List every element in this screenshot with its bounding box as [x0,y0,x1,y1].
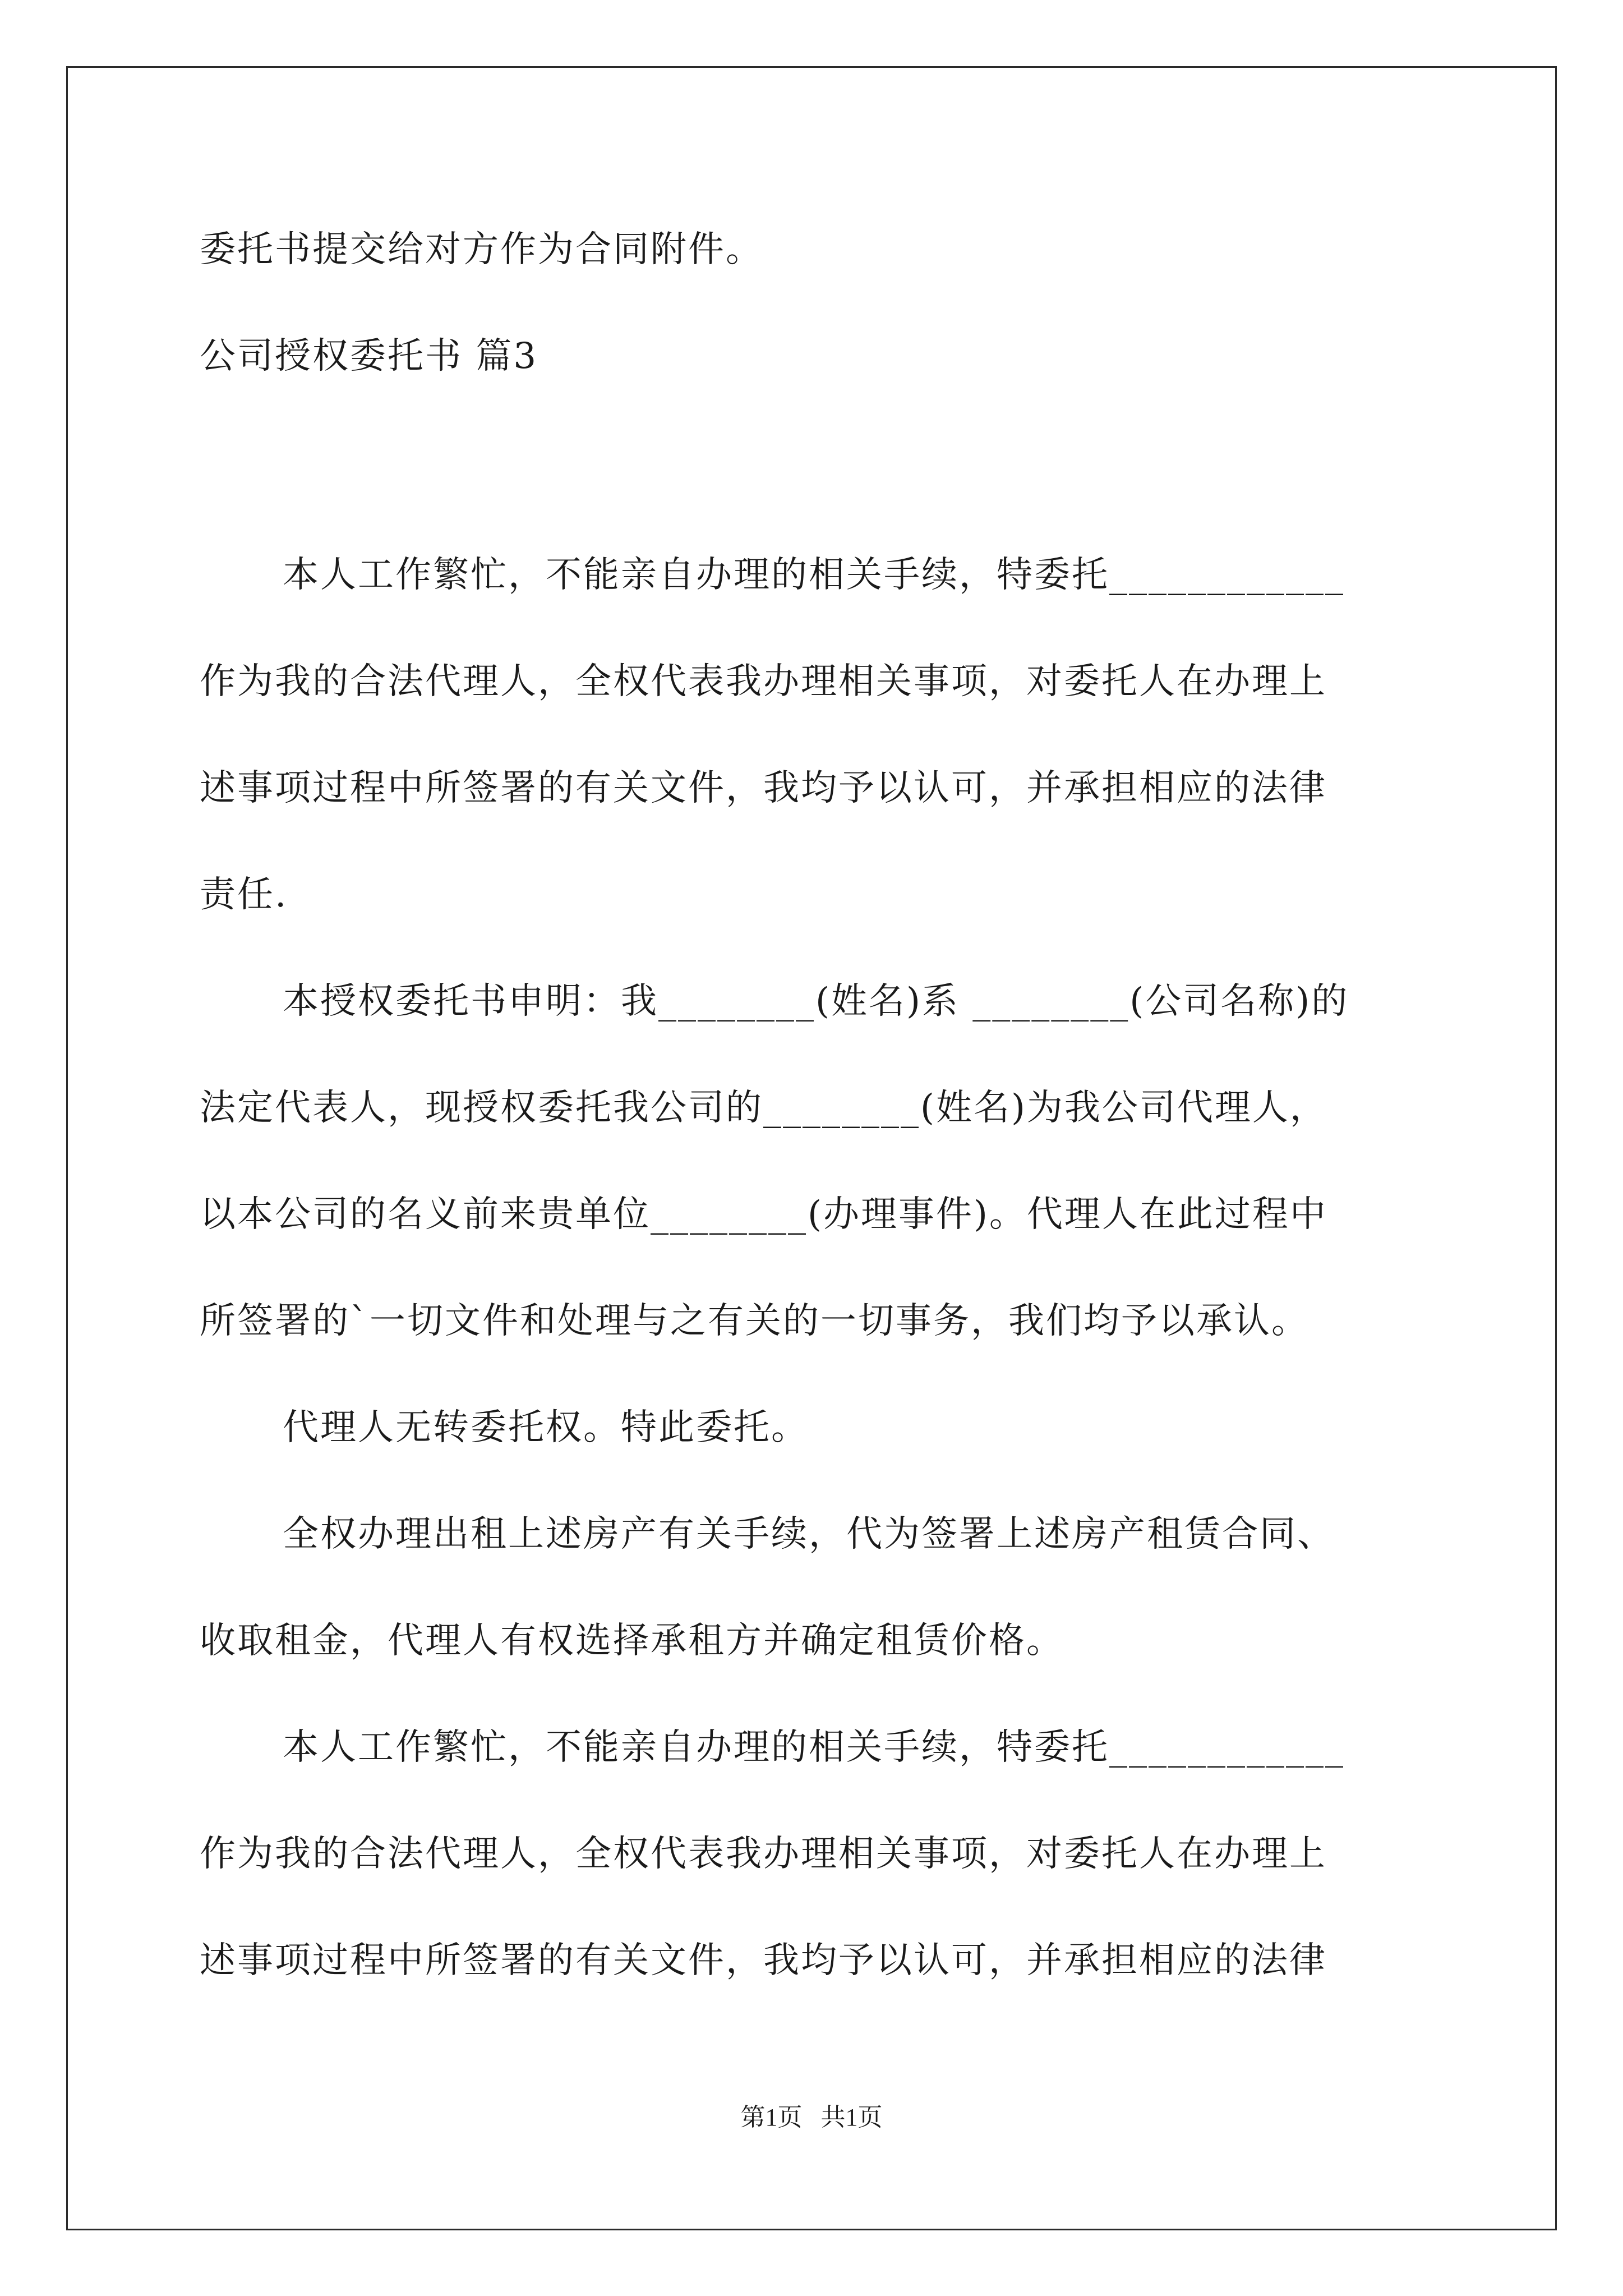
paragraph-line: 代理人无转委托权。特此委托。 [283,1407,809,1448]
paragraph-line: 本人工作繁忙，不能亲自办理的相关手续，特委托____________ [283,554,1345,596]
paragraph-line: 述事项过程中所签署的有关文件，我均予以认可，并承担相应的法律 [200,767,1327,809]
paragraph-line: 作为我的合法代理人，全权代表我办理相关事项，对委托人在办理上 [200,1833,1327,1875]
page-footer [0,2101,1623,2134]
paragraph-line: 责任. [200,874,288,915]
page-number: 第1页 共1页 [740,2104,883,2131]
paragraph-line: 委托书提交给对方作为合同附件。 [200,229,763,270]
section-heading: 公司授权委托书 篇3 [200,335,538,377]
paragraph-line: 作为我的合法代理人，全权代表我办理相关事项，对委托人在办理上 [200,661,1327,702]
page-border [66,66,1557,2230]
paragraph-line: 收取租金，代理人有权选择承租方并确定租赁价格。 [200,1620,1064,1662]
paragraph-line: 本人工作繁忙，不能亲自办理的相关手续，特委托____________ [283,1727,1345,1768]
paragraph-line: 所签署的`一切文件和处理与之有关的一切事务，我们均予以承认。 [200,1300,1309,1342]
paragraph-line: 以本公司的名义前来贵单位________(办理事件)。代理人在此过程中 [200,1194,1327,1235]
paragraph-line: 法定代表人，现授权委托我公司的________(姓名)为我公司代理人， [200,1087,1327,1129]
paragraph-line: 本授权委托书申明：我________(姓名)系 ________(公司名称)的 [283,981,1349,1022]
paragraph-line: 述事项过程中所签署的有关文件，我均予以认可，并承担相应的法律 [200,1940,1327,1981]
paragraph-line: 全权办理出租上述房产有关手续，代为签署上述房产租赁合同、 [283,1513,1335,1555]
